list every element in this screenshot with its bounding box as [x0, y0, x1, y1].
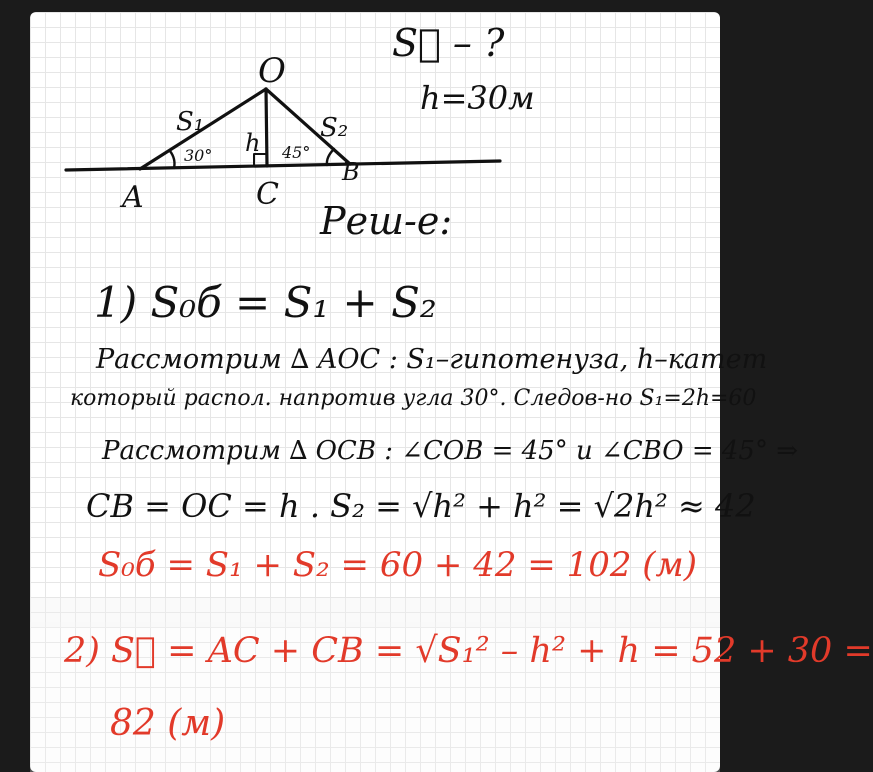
label-angle-45: 45° [282, 143, 311, 162]
step1-formula: 1) S₀б = S₁ + S₂ [94, 278, 437, 327]
angle-arc-b [327, 149, 334, 165]
label-angle-30: 30° [184, 146, 213, 165]
step1-line2: который распол. напротив угла 30°. Следов-но S₁=2h=60 [70, 386, 757, 411]
angle-arc-a [170, 151, 175, 168]
step1-result: S₀б = S₁ + S₂ = 60 + 42 = 102 (м) [98, 545, 697, 585]
label-o: O [258, 51, 286, 91]
label-s2: S₂ [320, 113, 349, 143]
given-height: h=30м [420, 79, 535, 117]
step2-line1: 2) S⃗ = AC + CB = √S₁² – h² + h = 52 + 30 = [64, 631, 873, 671]
label-s1: S₁ [176, 107, 205, 137]
ground-line [66, 161, 500, 170]
step1-line3: Рассмотрим ∆ OCB : ∠COB = 45° и ∠CBO = 45° ⇒ [102, 436, 799, 466]
step1-line4: CB = OC = h . S₂ = √h² + h² = √2h² ≈ 42 [86, 487, 756, 525]
unknown-vector: S⃗ – ? [392, 21, 505, 65]
label-c: C [256, 177, 279, 212]
step1-line1: Рассмотрим ∆ AOC : S₁–гипотенуза, h–катет [96, 344, 768, 375]
solution-heading: Реш-е: [320, 199, 453, 243]
step2-line2: 82 (м) [110, 703, 226, 744]
label-b: B [342, 158, 360, 186]
notebook-page [30, 12, 873, 772]
label-a: A [122, 180, 144, 215]
label-h: h [245, 129, 261, 157]
